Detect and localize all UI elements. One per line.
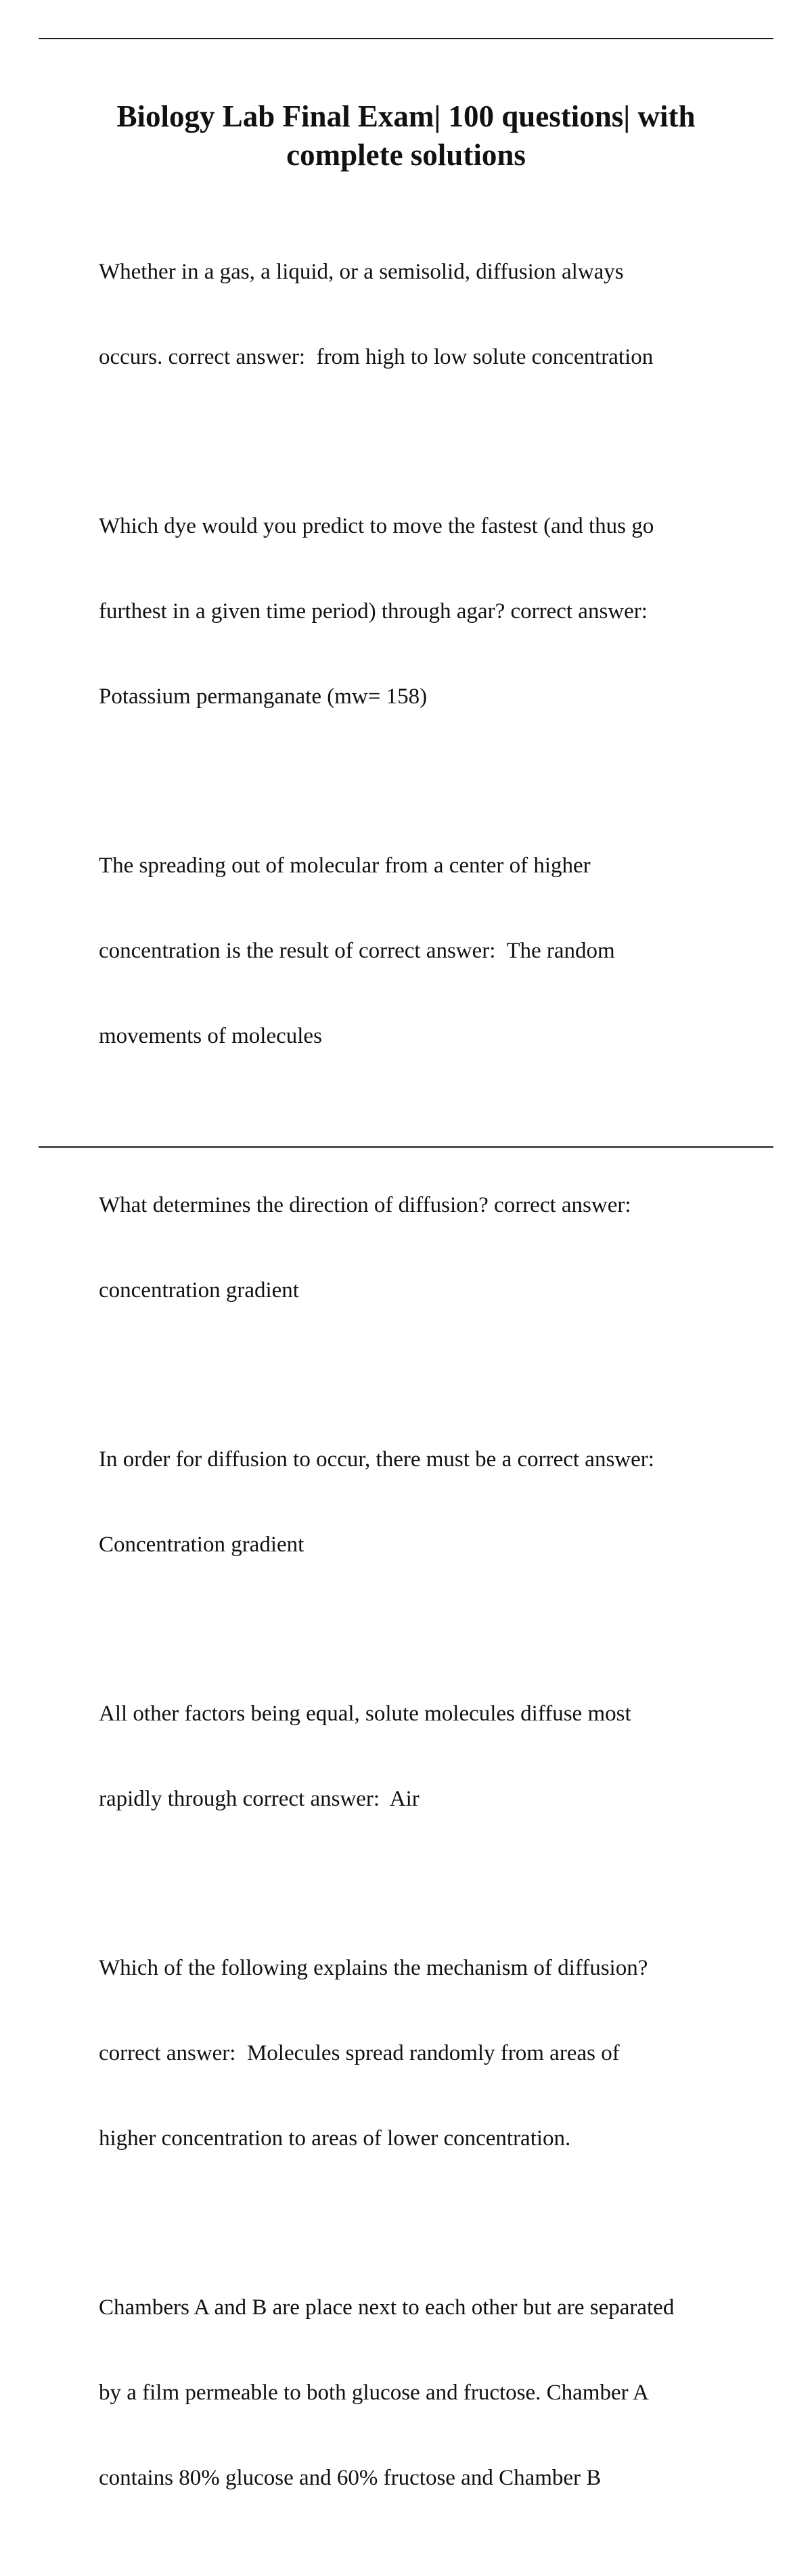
qa-line: furthest in a given time period) through agar? correct answer: xyxy=(99,599,648,624)
qa-line: All other factors being equal, solute molecules diffuse most xyxy=(99,1702,631,1726)
qa-line: Which of the following explains the mechanism of diffusion? xyxy=(99,1956,648,1980)
qa-line: occurs. correct answer: from high to low solute concentration xyxy=(99,345,654,369)
qa-item xyxy=(99,1388,775,1616)
qa-list xyxy=(99,201,775,2576)
qa-line: In order for diffusion to occur, there must be a correct answer: xyxy=(99,1447,654,1472)
qa-line: concentration gradient xyxy=(99,1278,299,1303)
qa-item xyxy=(99,1134,775,1361)
qa-line: Whether in a gas, a liquid, or a semisolid, diffusion always xyxy=(99,260,624,284)
qa-line: movements of molecules xyxy=(99,1024,322,1048)
qa-item xyxy=(99,455,775,768)
qa-item xyxy=(99,1897,775,2209)
qa-line: correct answer: Molecules spread randomly from areas of xyxy=(99,2041,620,2065)
qa-line: higher concentration to areas of lower concentration. xyxy=(99,2126,571,2151)
document-title: Biology Lab Final Exam| 100 questions| with complete solutions xyxy=(116,99,696,172)
qa-line: Which dye would you predict to move the fastest (and thus go xyxy=(99,514,654,538)
qa-item xyxy=(99,795,775,1107)
qa-line: concentration is the result of correct answer: The random xyxy=(99,939,615,963)
qa-line: contains 80% glucose and 60% fructose and Chamber B xyxy=(99,2466,602,2490)
qa-line: rapidly through correct answer: Air xyxy=(99,1787,420,1811)
qa-line: Chambers A and B are place next to each other but are separated xyxy=(99,2295,675,2320)
qa-item xyxy=(99,201,775,428)
qa-line: The spreading out of molecular from a center of higher xyxy=(99,853,591,878)
bottom-rule xyxy=(39,1146,773,1148)
qa-item xyxy=(99,2237,775,2549)
qa-item xyxy=(99,1643,775,1870)
qa-line: by a film permeable to both glucose and fructose. Chamber A xyxy=(99,2381,649,2405)
qa-line: Concentration gradient xyxy=(99,1532,304,1557)
top-rule xyxy=(39,38,773,39)
qa-line: Potassium permanganate (mw= 158) xyxy=(99,684,428,709)
qa-line: What determines the direction of diffusion? correct answer: xyxy=(99,1193,631,1217)
